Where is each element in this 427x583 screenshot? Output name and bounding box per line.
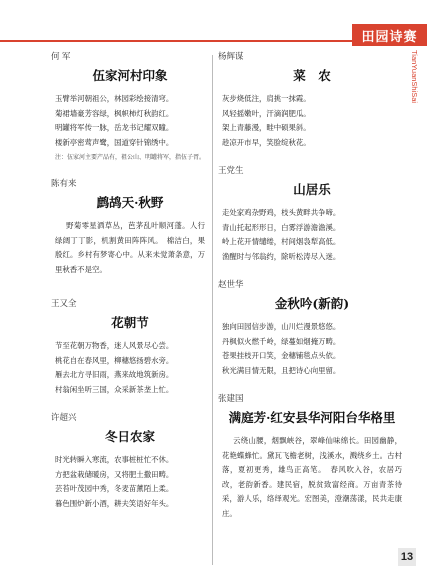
poem-line: 楼新亭密莺声鹭，国道穿针锦绣中。 [55, 137, 174, 147]
poem-line: 岭上花开情缱绻，村间烟袅犁高低。 [222, 237, 341, 246]
poem [51, 50, 206, 163]
poem [51, 177, 205, 277]
poem-line: 暮色围炉新小酒，耕夫笑语好年头。 [55, 498, 174, 508]
poem-line: 秋光满目情无限，且把诗心向里留。 [222, 365, 341, 375]
poem-line: 走处家鸡杂野鸡，枝头黄畔共争啼。 [222, 208, 341, 217]
poem-line: 独向田园信步游，山川烂漫景悠悠。 [222, 322, 341, 331]
section-side-label: TianYuanShiSai [410, 50, 419, 104]
poem-title: 满庭芳·红安县华河阳台华格里 [228, 410, 396, 425]
poem-line: 雁去北方寻旧雨，燕来故地筑新房。 [55, 370, 174, 379]
poem-body: 野菊零星洒草丛，芭茅乱叶顺河蓬。人行绿阔丁丁影，机割黄田阵阵风。 棉洁白，果殷红。乡村有梦寄心中。从来未觉萧条意，万里秋香不是空。 [55, 221, 205, 274]
poem-title: 金秋吟(新韵) [274, 296, 350, 311]
page-number: 13 [398, 548, 416, 566]
poem-title: 伍家河村印象 [92, 68, 168, 83]
poem-title: 鹧鸪天·秋野 [96, 195, 164, 210]
poem-author: 赵世华 [218, 279, 244, 289]
poem-author: 张建国 [218, 393, 244, 403]
poem-line: 渔醒时与邻翁约，除听松涛尽入迷。 [222, 251, 341, 261]
poem-line: 桃花自在春风里，柳穗悠扬碧水旁。 [55, 355, 174, 365]
poem-line: 灰步烧低注，肩挑一抹霞。 [222, 94, 311, 103]
poem-body: 云绕山腰，烟飘峡谷，翠峰仙味绵长。田园幽静，花艳蝶蜂忙。黛瓦飞檐老树，浅溪水，溅绕乡土。古村落，夏初更秀，雄鸟正高笔。 春风吹入谷，农居巧改，老韵新香。建民宿，脱贫致富经商。万亩青茶待采，游人乐，络绎观光。宏图美，澄潮荡漾，民共走康庄。 [222, 436, 402, 518]
right-column [218, 50, 402, 521]
poem-line: 菊裙墙豪芳容绿，枫帜柿灯秋韵红。 [55, 108, 174, 118]
poem [51, 297, 205, 397]
column-divider [212, 55, 213, 565]
poem-author: 何 军 [51, 51, 71, 61]
poem-author: 杨辉谋 [218, 51, 244, 61]
poem-line: 方把盆栽储暖房，又将肥土撒田畴。 [55, 469, 174, 479]
poem-title: 冬日农家 [104, 429, 155, 444]
poem-line: 玉臂举河朝祖公，林园彩绘接清穹。 [55, 94, 174, 103]
poem-line: 风轻摇嫩叶，汗滴润肥瓜。 [222, 108, 311, 118]
poem-line: 村翁闲坐听三国，众采新茶垄上忙。 [55, 384, 174, 394]
poem-author: 王又全 [51, 298, 77, 308]
poem-line: 芸苔叶茂园中秀，冬麦苗薰陌上柔。 [55, 484, 174, 493]
poem-line: 时光转瞬入寒流，农事桩桩忙不休。 [55, 455, 174, 464]
poem-author: 陈有来 [51, 178, 77, 188]
poem-title: 菜 农 [293, 68, 331, 83]
poem-title: 花朝节 [111, 315, 149, 330]
poem-line: 明罐将军传一脉，岳龙书记耀双瞳。 [55, 123, 174, 132]
poem [218, 50, 402, 150]
section-title: 田园诗赛 [352, 24, 427, 46]
poem [218, 164, 402, 264]
poem-title: 山居乐 [293, 182, 331, 197]
poem-line: 架上青藤漫，畦中硕果斜。 [222, 123, 311, 132]
left-column [51, 50, 206, 511]
header-rule [0, 40, 352, 42]
poem-author: 王党生 [218, 165, 244, 175]
poem [51, 411, 205, 511]
poem-line: 丹枫似火燃千岭，绿蔓如烟掩万畴。 [222, 336, 341, 346]
poem [218, 278, 402, 378]
poem-line: 节至花朝万物香，迷人风景尽心尝。 [55, 341, 174, 350]
poem-author: 许超兴 [51, 412, 77, 422]
poem-line: 苍果挂枝开口笑，金穗铺毯点头依。 [222, 351, 341, 360]
poem-line: 青山托起形形日，白雾浮游澹澹溪。 [222, 222, 341, 232]
poem [218, 392, 402, 521]
poem-note: 注：伍家河主要产品有，祖公山、明罐将军，指伍子胥。 [55, 154, 206, 161]
poem-line: 趁凉开市早，笑脸绽秋花。 [222, 137, 311, 147]
